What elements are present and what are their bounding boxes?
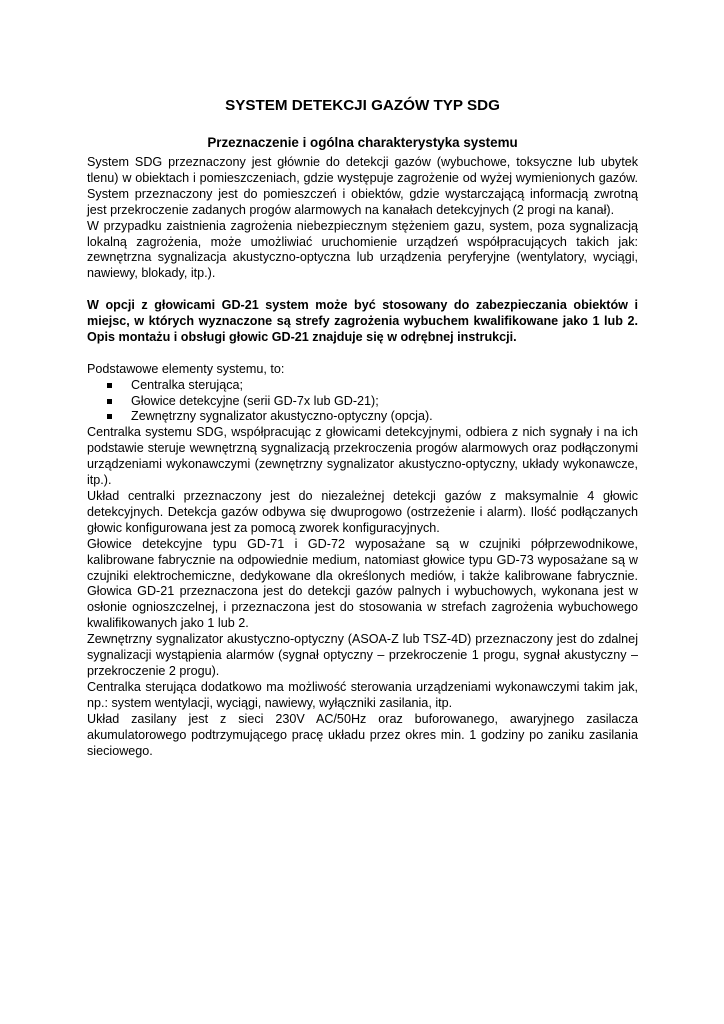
body-paragraph-control: Centralka sterująca dodatkowo ma możliwość sterowania urządzeniami wykonawczymi takim jak, np.: system wentylacji, wyciągi, nawiewy, wyłączniki zasilania, itp. [87, 679, 638, 710]
list-item-text: Głowice detekcyjne (serii GD-7x lub GD-21); [131, 393, 379, 408]
body-paragraph-heads: Głowice detekcyjne typu GD-71 i GD-72 wyposażane są w czujniki półprzewodnikowe, kalibrowane fabrycznie na odpowiednie medium, natomiast głowice typu GD-73 wyposażane są w czujniki elektrochemiczne, dedykowane dla określonych mediów, i także kalibrowane fabrycznie. Głowica GD-21 przeznaczona jest do detekcji gazów palnych i wybuchowych, wykonana jest w osłonie ognioszczelnej, i przeznaczona jest do stosowania w strefach zagrożenia wybuchowego kwalifikowanych jako 1 lub 2. [87, 536, 638, 631]
body-paragraph-controller: Centralka systemu SDG, współpracując z głowicami detekcyjnymi, odbiera z nich sygnały i na ich podstawie steruje wewnętrzną sygnalizacją przekroczenia progów alarmowych oraz podłączonymi urządzeniami wykonawczymi (zewnętrzny sygnalizator akustyczno-optyczny, układy wykonawcze, itp.). [87, 425, 638, 488]
body-paragraph-signaller: Zewnętrzny sygnalizator akustyczno-optyczny (ASOA-Z lub TSZ-4D) przeznaczony jest do zdalnej sygnalizacji wystąpienia alarmów (sygnał optyczny – przekroczenie 1 progu, sygnał akustyczny – przekroczenie 2 progu). [87, 632, 638, 678]
intro-paragraph-2: W przypadku zaistnienia zagrożenia niebezpiecznym stężeniem gazu, system, poza sygnalizacją lokalną zagrożenia, może umożliwiać uruchomienie urządzeń współpracujących takich jak: zewnętrzna sygnalizacja akustyczno-optyczna lub urządzenia peryferyjne (wentylatory, wyciągi, nawiewy, blokady, itp.). [87, 218, 638, 281]
square-bullet-icon [107, 399, 112, 404]
elements-intro: Podstawowe elementy systemu, to: [87, 361, 285, 376]
spacer [87, 282, 638, 298]
list-item [107, 409, 638, 425]
square-bullet-icon [107, 383, 112, 388]
list-item [107, 394, 638, 410]
list-item-text: Zewnętrzny sygnalizator akustyczno-optyczny (opcja). [131, 409, 433, 424]
intro-paragraph-1: System SDG przeznaczony jest głównie do detekcji gazów (wybuchowe, toksyczne lub ubytek tlenu) w obiektach i pomieszczeniach, gdzie występuje zagrożenie od wyżej wymienionych gazów. System przeznaczony jest do pomieszczeń i obiektów, gdzie wystarczającą informacją zwrotną jest przekroczenie zadanych progów alarmowych na kanałach detekcyjnych (2 progi na kanał). [87, 155, 638, 217]
section-subtitle: Przeznaczenie i ogólna charakterystyka systemu [207, 135, 518, 150]
elements-list [87, 378, 638, 426]
document-title: SYSTEM DETEKCJI GAZÓW TYP SDG [225, 97, 500, 114]
square-bullet-icon [107, 414, 112, 419]
list-item-text: Centralka sterująca; [131, 377, 243, 392]
body-paragraph-detection: Układ centralki przeznaczony jest do niezależnej detekcji gazów z maksymalnie 4 głowic detekcyjnych. Detekcja gazów odbywa się dwuprogowo (ostrzeżenie i alarm). Ilość podłączanych głowic konfigurowana jest za pomocą zworek konfiguracyjnych. [87, 489, 638, 535]
list-item [107, 378, 638, 394]
bold-note: W opcji z głowicami GD-21 system może być stosowany do zabezpieczania obiektów i miejsc, w których wyznaczone są strefy zagrożenia wybuchem kwalifikowane jako 1 lub 2. Opis montażu i obsługi głowic GD-21 znajduje się w odrębnej instrukcji. [87, 298, 638, 344]
body-paragraph-power: Układ zasilany jest z sieci 230V AC/50Hz oraz buforowanego, awaryjnego zasilacza akumulatorowego podtrzymującego pracę układu przez okres min. 1 godziny po zaniku zasilania sieciowego. [87, 711, 638, 758]
spacer [87, 346, 638, 362]
document-page [87, 96, 638, 759]
